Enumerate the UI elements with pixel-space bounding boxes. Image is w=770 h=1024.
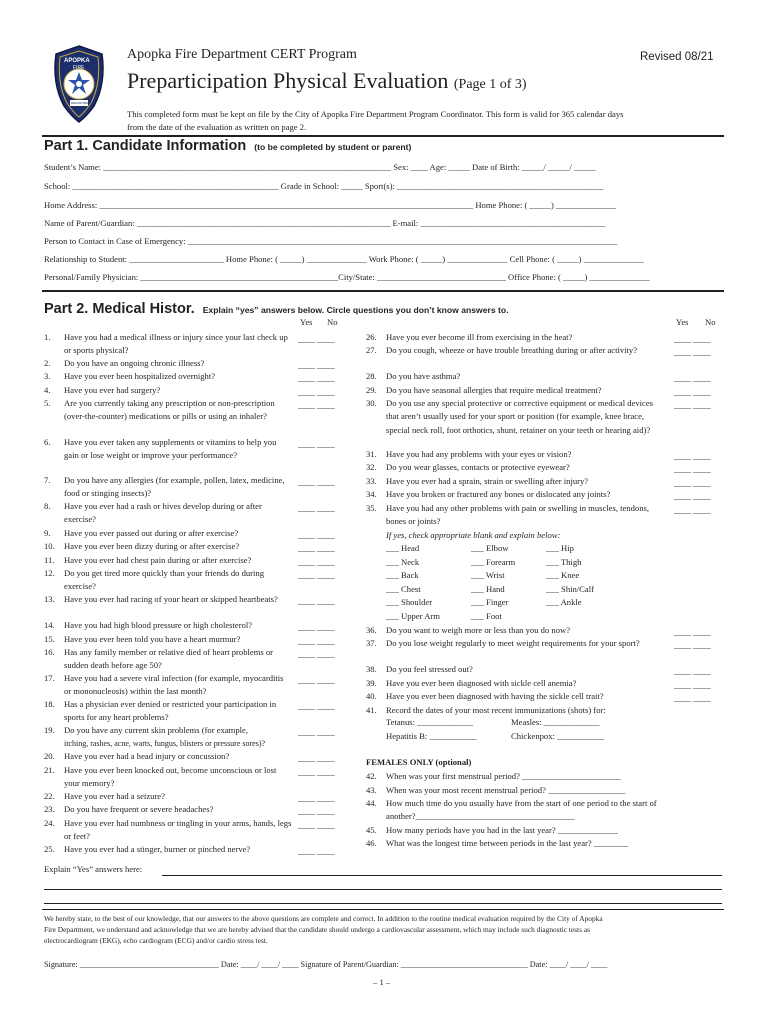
statement-line-1: We hereby state, to the best of our knowledge, that our answers to the above questions are complete and correct. In addition to the routine medical evaluation required by the City of Apopka <box>44 914 603 923</box>
question-number: 20. <box>44 751 55 761</box>
question-number: 13. <box>44 594 55 604</box>
question-text: Do you wear glasses, contacts or protective eyewear? <box>386 462 570 472</box>
revised-date: Revised 08/21 <box>640 51 714 63</box>
student-info-line[interactable]: Student’s Name: ___________________________________________________________________ Sex: ____ Age: _____ Date of Birth: _____/ _____/ _____ <box>44 162 596 172</box>
yes-no-blank[interactable]: ____ ____ <box>298 439 335 449</box>
yes-no-blank[interactable]: ____ ____ <box>298 360 335 370</box>
question-13 <box>44 593 292 606</box>
left-no-header: No <box>327 317 338 327</box>
yes-no-blank[interactable]: ____ ____ <box>298 820 335 830</box>
intro-line-2: from the date of the evaluation as written on page 2. <box>127 122 307 132</box>
explain-yes-label: Explain “Yes” answers here: <box>44 864 143 874</box>
body-part-elbow[interactable]: ___ Elbow <box>471 543 509 553</box>
statement-line-3: electrocardiogram (EKG), echo cardiogram (ECG) and/or cardio stress test. <box>44 936 268 945</box>
question-number: 29. <box>366 385 377 395</box>
right-no-header: No <box>705 317 716 327</box>
question-number: 1. <box>44 332 51 342</box>
yes-no-blank[interactable]: ____ ____ <box>674 640 711 650</box>
question-number: 40. <box>366 691 377 701</box>
question-31 <box>366 448 666 461</box>
question-number: 44. <box>366 798 377 808</box>
question-text: Do you feel stressed out? <box>386 664 473 674</box>
question-text: Have you ever had surgery? <box>64 385 161 395</box>
part2-subtitle: Explain “yes” answers below. Circle questions you don’t know answers to. <box>202 305 509 315</box>
question-2 <box>44 357 292 370</box>
question-11 <box>44 554 292 567</box>
question-3 <box>44 370 292 383</box>
question-text: Have you ever been diagnosed with having the sickle cell trait? <box>386 691 604 701</box>
question-text: Have you ever had numbness or tingling in your arms, hands, legs or feet? <box>64 818 292 842</box>
question-text: Have you had any other problems with pain or swelling in muscles, tendons, bones or joints? <box>386 503 650 527</box>
yes-no-blank[interactable]: ____ ____ <box>298 557 335 567</box>
question-25 <box>44 843 304 856</box>
logo-text-fire: FIRE <box>73 65 85 71</box>
question-number: 17. <box>44 673 55 683</box>
statement-line-2: Fire Department, we understand and acknowledge that we are hereby advised that the candidate should undergo a cardiovascular assessment, which may include such diagnostic tests as <box>44 925 590 934</box>
question-number: 35. <box>366 503 377 513</box>
right-yes-header: Yes <box>676 317 689 327</box>
program-name: Apopka Fire Department CERT Program <box>127 47 357 62</box>
question-41 <box>366 704 666 717</box>
question-number: 32. <box>366 462 377 472</box>
question-8 <box>44 500 292 527</box>
body-part-wrist[interactable]: ___ Wrist <box>471 570 505 580</box>
question-number: 43. <box>366 785 377 795</box>
question-15 <box>44 633 292 646</box>
question-45 <box>366 824 666 837</box>
yes-no-blank[interactable]: ____ ____ <box>298 636 335 646</box>
yes-no-blank[interactable]: ____ ____ <box>674 478 711 488</box>
question-20 <box>44 750 292 763</box>
question-number: 4. <box>44 385 51 395</box>
body-part-knee[interactable]: ___ Knee <box>546 570 580 580</box>
question-number: 31. <box>366 449 377 459</box>
question-number: 8. <box>44 501 51 511</box>
question-number: 25. <box>44 844 55 854</box>
body-part-back[interactable]: ___ Back <box>386 570 419 580</box>
logo-text-dept: DEPARTMENT <box>71 101 92 105</box>
yes-no-blank[interactable]: ____ ____ <box>674 666 711 676</box>
question-text: Do you have any current skin problems (for example, <box>64 725 248 735</box>
question-26 <box>366 331 666 344</box>
question-text: Have you ever been told you have a heart murmur? <box>64 634 241 644</box>
school-line[interactable]: School: ________________________________________________ Grade in School: _____ Sport(s): ________________________________________________ <box>44 181 604 191</box>
yes-no-blank[interactable]: ____ ____ <box>298 477 335 487</box>
question-34 <box>366 488 666 501</box>
question-16 <box>44 646 292 673</box>
body-part-forearm[interactable]: ___ Forearm <box>471 557 516 567</box>
question-text: Are you currently taking any prescription or non-prescription (over-the-counter) medications or pills or using an inhaler? <box>64 398 275 422</box>
body-part-shoulder[interactable]: ___ Shoulder <box>386 597 433 607</box>
explain-yes-line-2[interactable] <box>44 889 722 890</box>
question-number: 41. <box>366 705 377 715</box>
yes-no-blank[interactable]: ____ ____ <box>298 373 335 383</box>
yes-no-blank[interactable]: ____ ____ <box>298 793 335 803</box>
yes-no-blank[interactable]: ____ ____ <box>298 387 335 397</box>
body-part-upper-arm[interactable]: ___ Upper Arm <box>386 611 440 621</box>
tetanus-field[interactable]: Tetanus: _____________ <box>386 717 473 727</box>
question-46 <box>366 837 666 850</box>
yes-no-blank[interactable]: ____ ____ <box>674 387 711 397</box>
question-38 <box>366 663 666 676</box>
yes-no-blank[interactable]: ____ ____ <box>674 693 711 703</box>
question-text: Have you ever been diagnosed with sickle cell anemia? <box>386 678 577 688</box>
question-1 <box>44 331 292 358</box>
body-part-finger[interactable]: ___ Finger <box>471 597 509 607</box>
question-number: 46. <box>366 838 377 848</box>
question-text: Have you ever had a rash or hives develop during or after exercise? <box>64 501 262 525</box>
question-text: Have you ever had a sprain, strain or swelling after injury? <box>386 476 589 486</box>
question-23 <box>44 803 292 816</box>
body-part-hip[interactable]: ___ Hip <box>546 543 574 553</box>
question-text: Do you use any special protective or corrective equipment or medical devices that aren’t usually used for your sport or position (for example, knee brace, special neck roll, foot orthotics, shunt, retainer on your teeth or hearing aid)? <box>386 398 654 435</box>
question-number: 18. <box>44 699 55 709</box>
body-part-chest[interactable]: ___ Chest <box>386 584 421 594</box>
question-18 <box>44 698 292 725</box>
question-43 <box>366 784 666 797</box>
question-text: Have you had a medical illness or injury since your last check up or sports physical? <box>64 332 288 356</box>
question-30 <box>366 397 666 437</box>
question-text: Have you ever had a stinger, burner or pinched nerve? <box>64 844 251 854</box>
question-text: Have you ever had racing of your heart or skipped heartbeats? <box>64 594 278 604</box>
question-text: Do you have seasonal allergies that require medical treatment? <box>386 385 602 395</box>
yes-no-blank[interactable]: ____ ____ <box>298 334 335 344</box>
explain-yes-line-1[interactable] <box>162 875 722 876</box>
body-part-shin-calf[interactable]: ___ Shin/Calf <box>546 584 594 594</box>
question-44 <box>366 797 666 824</box>
question-text: Have you broken or fractured any bones or dislocated any joints? <box>386 489 611 499</box>
logo-text-top: APOPKA <box>64 58 90 64</box>
question-28 <box>366 370 666 383</box>
question-33 <box>366 475 666 488</box>
question-number: 2. <box>44 358 51 368</box>
question-text: Have you ever had chest pain during or after exercise? <box>64 555 252 565</box>
part1-divider <box>42 290 724 292</box>
fire-badge-icon <box>50 44 108 124</box>
question-number: 7. <box>44 475 51 485</box>
yes-no-blank[interactable]: ____ ____ <box>298 543 335 553</box>
question-text: itching, rashes, acne, warts, fungus, blisters or pressure sores)? <box>64 739 266 748</box>
question-text: How much time do you usually have from the start of one period to the start of another?_____________________________________ <box>386 798 657 822</box>
question-number: 24. <box>44 818 55 828</box>
part1-title: Part 1. Candidate Information <box>44 138 247 154</box>
physician-line[interactable]: Personal/Family Physician: ______________________________________________City/State: ______________________________ Office Phone: ( _____) ______________ <box>44 272 650 282</box>
yes-no-blank[interactable]: ____ ____ <box>674 505 711 515</box>
part2-title: Part 2. Medical Histor. <box>44 301 195 317</box>
question-24 <box>44 817 292 844</box>
yes-no-blank[interactable]: ____ ____ <box>674 451 711 461</box>
question-text: Do you get tired more quickly than your friends do during exercise? <box>64 568 265 592</box>
question-21 <box>44 764 292 791</box>
question-19-continued <box>44 737 314 750</box>
question-22 <box>44 790 292 803</box>
question-text: Have you ever passed out during or after exercise? <box>64 528 239 538</box>
question-text: Have you ever been hospitalized overnight? <box>64 371 216 381</box>
question-text: Has a physician ever denied or restricted your participation in sports for any heart problems? <box>64 699 277 723</box>
question-number: 36. <box>366 625 377 635</box>
question-text: Have you had any problems with your eyes or vision? <box>386 449 572 459</box>
body-part-hand[interactable]: ___ Hand <box>471 584 505 594</box>
yes-no-blank[interactable]: ____ ____ <box>674 373 711 383</box>
yes-no-blank[interactable]: ____ ____ <box>298 846 335 856</box>
question-number: 42. <box>366 771 377 781</box>
question-text: When was your first menstrual period? _______________________ <box>386 771 621 781</box>
apopka-fire-logo <box>50 44 108 124</box>
statement-divider <box>42 909 724 910</box>
parent-line[interactable]: Name of Parent/Guardian: ___________________________________________________________ E-mail: ___________________________________________ <box>44 218 606 228</box>
question-35 <box>366 502 666 529</box>
question-text: Has any family member or relative died of heart problems or sudden death before age 50? <box>64 647 274 671</box>
question-text: Have you ever become ill from exercising in the heat? <box>386 332 573 342</box>
question-17 <box>44 672 292 699</box>
body-part-neck[interactable]: ___ Neck <box>386 557 420 567</box>
question-number: 15. <box>44 634 55 644</box>
question-text: Do you have frequent or severe headaches? <box>64 804 214 814</box>
question-number: 33. <box>366 476 377 486</box>
question-29 <box>366 384 666 397</box>
question-number: 37. <box>366 638 377 648</box>
question-37 <box>366 637 666 650</box>
chickenpox-field[interactable]: Chickenpox: ___________ <box>511 731 605 741</box>
question-number: 5. <box>44 398 51 408</box>
body-part-head[interactable]: ___ Head <box>386 543 420 553</box>
question-number: 14. <box>44 620 55 630</box>
question-text: Do you have asthma? <box>386 371 461 381</box>
question-12 <box>44 567 292 594</box>
question-9 <box>44 527 292 540</box>
yes-no-blank[interactable]: ____ ____ <box>298 675 335 685</box>
question-text: Have you ever had a seizure? <box>64 791 165 801</box>
question-text: What was the longest time between periods in the last year? ________ <box>386 838 629 848</box>
question-number: 11. <box>44 555 55 565</box>
yes-no-blank[interactable]: ____ ____ <box>674 400 711 410</box>
question-text: Do you have an ongoing chronic illness? <box>64 358 205 368</box>
question-number: 3. <box>44 371 51 381</box>
question-text: Record the dates of your most recent immunizations (shots) for: <box>386 705 606 715</box>
yes-no-blank[interactable]: ____ ____ <box>298 753 335 763</box>
page-title <box>127 68 527 94</box>
question-number: 45. <box>366 825 377 835</box>
question-5 <box>44 397 292 424</box>
question-19 <box>44 724 304 737</box>
yes-no-blank[interactable]: ____ ____ <box>298 649 335 659</box>
question-number: 9. <box>44 528 51 538</box>
question-text: Do you lose weight regularly to meet weight requirements for your sport? <box>386 638 640 648</box>
question-text: How many periods have you had in the last year? ______________ <box>386 825 618 835</box>
question-text: Have you ever been knocked out, become unconscious or lost your memory? <box>64 765 277 789</box>
question-number: 26. <box>366 332 377 342</box>
yes-no-blank[interactable]: ____ ____ <box>674 491 711 501</box>
yes-no-blank[interactable]: ____ ____ <box>298 503 335 513</box>
part1-heading <box>44 137 411 155</box>
page-number: – 1 – <box>373 977 391 987</box>
yes-no-blank[interactable]: ____ ____ <box>298 400 335 410</box>
females-only-heading: FEMALES ONLY (optional) <box>366 757 472 767</box>
question-number: 19. <box>44 725 55 735</box>
question-text: Have you had a severe viral infection (for example, myocarditis or mononucleosis) within the last month? <box>64 673 284 697</box>
question-number: 23. <box>44 804 55 814</box>
part2-heading <box>44 300 509 318</box>
yes-no-blank[interactable]: ____ ____ <box>298 596 335 606</box>
address-line[interactable]: Home Address: _______________________________________________________________________________________ Home Phone: ( _____) ______________ <box>44 200 617 210</box>
yes-no-blank[interactable]: ____ ____ <box>674 334 711 344</box>
question-text: Do you want to weigh more or less than you do now? <box>386 625 571 635</box>
question-number: 28. <box>366 371 377 381</box>
question-4 <box>44 384 292 397</box>
yes-no-blank[interactable]: ____ ____ <box>674 627 711 637</box>
question-7 <box>44 474 292 501</box>
question-text: Do you have any allergies (for example, pollen, latex, medicine, food or stinging insects)? <box>64 475 285 499</box>
question-39 <box>366 677 666 690</box>
question-number: 34. <box>366 489 377 499</box>
question-27 <box>366 344 666 357</box>
body-part-foot[interactable]: ___ Foot <box>471 611 502 621</box>
yes-no-blank[interactable]: ____ ____ <box>298 806 335 816</box>
question-number: 30. <box>366 398 377 408</box>
explain-yes-line-3[interactable] <box>44 903 722 904</box>
question-number: 12. <box>44 568 55 578</box>
body-part-ankle[interactable]: ___ Ankle <box>546 597 582 607</box>
title-text: Preparticipation Physical Evaluation <box>127 68 449 93</box>
yes-no-blank[interactable]: ____ ____ <box>298 767 335 777</box>
question-number: 38. <box>366 664 377 674</box>
question-6 <box>44 436 292 463</box>
yes-no-blank[interactable]: ____ ____ <box>298 701 335 711</box>
question-40 <box>366 690 666 703</box>
question-text: When was your most recent menstrual period? __________________ <box>386 785 626 795</box>
body-part-thigh[interactable]: ___ Thigh <box>546 557 582 567</box>
emergency-contact-line[interactable]: Person to Contact in Case of Emergency: ____________________________________________________________________________________________________ <box>44 236 618 246</box>
yes-no-blank[interactable]: ____ ____ <box>298 530 335 540</box>
yes-no-blank[interactable]: ____ ____ <box>298 622 335 632</box>
part1-subtitle: (to be completed by student or parent) <box>254 142 412 152</box>
yes-no-blank[interactable]: ____ ____ <box>298 727 335 737</box>
question-text: Have you ever taken any supplements or vitamins to help you gain or lose weight or improve your performance? <box>64 437 277 461</box>
yes-no-blank[interactable]: ____ ____ <box>674 347 711 357</box>
question-text: Have you had high blood pressure or high cholesterol? <box>64 620 253 630</box>
yes-no-blank[interactable]: ____ ____ <box>674 680 711 690</box>
intro-line-1: This completed form must be kept on file by the City of Apopka Fire Department Program Coordinator. This form is valid for 365 calendar days <box>127 109 624 119</box>
question-36 <box>366 624 666 637</box>
question-number: 16. <box>44 647 55 657</box>
signature-line[interactable]: Signature: __________________________________ Date: ____/ ____/ ____ Signature of Parent/Guardian: _______________________________ Date: ____/ ____/ ____ <box>44 960 608 969</box>
page-indicator: (Page 1 of 3) <box>453 77 527 92</box>
hepatitis-field[interactable]: Hepatitis B: ___________ <box>386 731 477 741</box>
yes-no-blank[interactable]: ____ ____ <box>674 464 711 474</box>
question-10 <box>44 540 292 553</box>
question-number: 22. <box>44 791 55 801</box>
question-text: Have you ever had a head injury or concussion? <box>64 751 230 761</box>
question-number: 39. <box>366 678 377 688</box>
question-number: 27. <box>366 345 377 355</box>
body-part-instructions: If yes, check appropriate blank and explain below: <box>386 530 561 540</box>
question-number: 10. <box>44 541 55 551</box>
question-text: Have you ever been dizzy during or after exercise? <box>64 541 240 551</box>
question-text: Do you cough, wheeze or have trouble breathing during or after activity? <box>386 345 638 355</box>
question-number: 21. <box>44 765 55 775</box>
relationship-line[interactable]: Relationship to Student: ______________________ Home Phone: ( _____) ______________ Work Phone: ( _____) ______________ Cell Phone: ( _____) ______________ <box>44 254 644 264</box>
question-number: 6. <box>44 437 51 447</box>
question-32 <box>366 461 666 474</box>
measles-field[interactable]: Measles: _____________ <box>511 717 600 727</box>
left-yes-header: Yes <box>300 317 313 327</box>
question-42 <box>366 770 666 783</box>
question-14 <box>44 619 304 632</box>
yes-no-blank[interactable]: ____ ____ <box>298 570 335 580</box>
